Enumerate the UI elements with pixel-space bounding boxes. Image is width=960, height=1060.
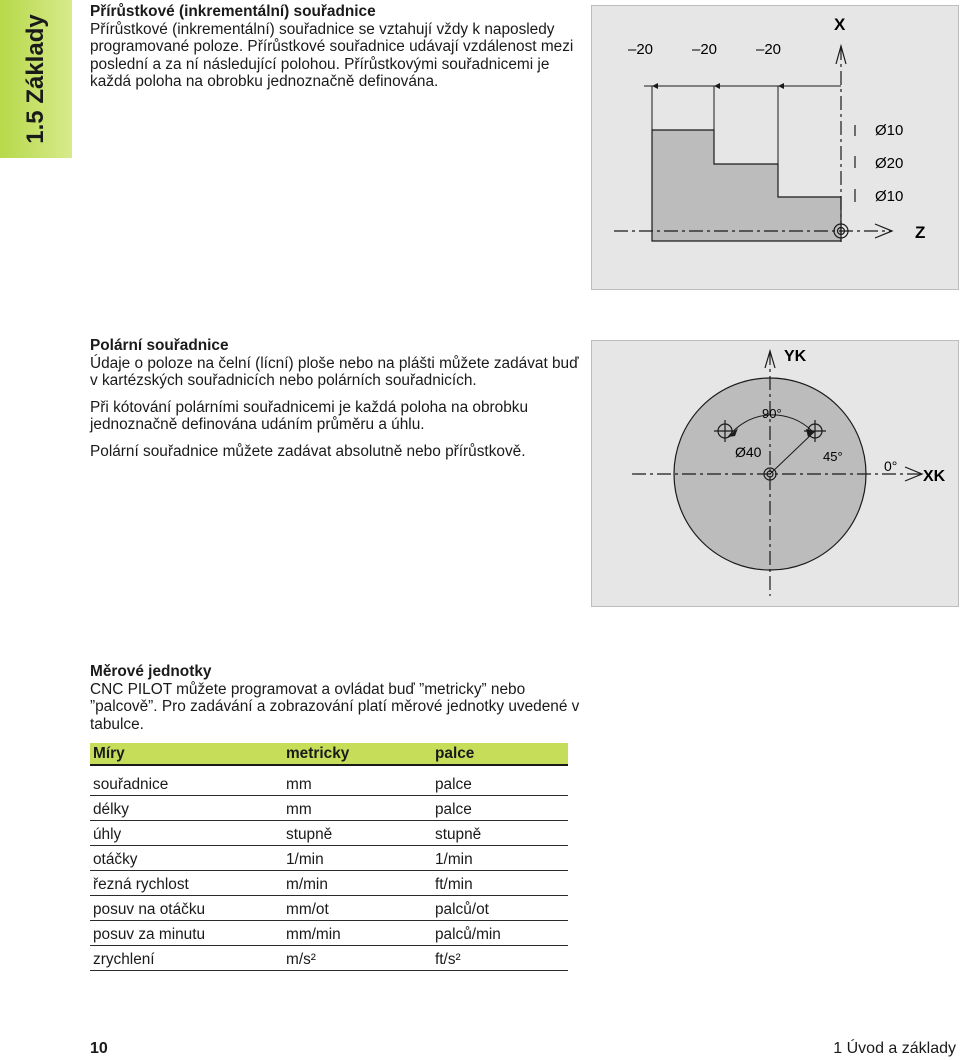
- table-row: [90, 796, 568, 821]
- table-cell: mm: [283, 765, 432, 796]
- table-cell: ft/min: [432, 871, 568, 896]
- table-cell: posuv za minutu: [90, 921, 283, 946]
- table-cell: stupně: [283, 821, 432, 846]
- table-row: [90, 921, 568, 946]
- units-table: [90, 743, 568, 971]
- incremental-body: Přírůstkové (inkrementální) souřadnice se vztahují vždy k naposledy programované poloze. Přírůstkové souřadnice udávají vzdálenost mezi poslední a za ní následující polohou. Přírůstkovými souřadnicemi je každá poloha na obrobku jednoznačně definována.: [90, 20, 574, 90]
- chapter-side-tab-label: 1.5 Základy: [22, 14, 49, 144]
- table-row: [90, 846, 568, 871]
- dim-label-2: –20: [692, 41, 718, 58]
- table-cell: palců/ot: [432, 896, 568, 921]
- diameter-label: Ø40: [735, 444, 762, 460]
- incremental-heading: Přírůstkové (inkrementální) souřadnice: [90, 3, 376, 20]
- workpiece-profile: [652, 130, 841, 241]
- table-cell: palce: [432, 765, 568, 796]
- incremental-coordinates-figure: [591, 5, 959, 290]
- table-cell: m/min: [283, 871, 432, 896]
- x-axis-label: X: [834, 15, 846, 34]
- table-cell: řezná rychlost: [90, 871, 283, 896]
- z-axis-label: Z: [915, 223, 926, 242]
- units-section: [90, 663, 580, 733]
- incremental-section: [90, 3, 580, 91]
- polar-paragraph-2: Při kótování polárními souřadnicemi je každá poloha na obrobku jednoznačně definována udáním průměru a úhlu.: [90, 398, 529, 433]
- polar-section: [90, 337, 580, 460]
- units-heading: Měrové jednotky: [90, 663, 212, 680]
- chapter-title: 1 Úvod a základy: [833, 1040, 956, 1057]
- units-body: CNC PILOT můžete programovat a ovládat buď ”metricky” nebo ”palcově”. Pro zadávání a zobrazování platí měrové jednotky uvedené v tabulce.: [90, 680, 580, 733]
- table-cell: zrychlení: [90, 946, 283, 971]
- table-cell: posuv na otáčku: [90, 896, 283, 921]
- angle-90-label: 90°: [762, 406, 782, 421]
- table-cell: otáčky: [90, 846, 283, 871]
- xk-axis-label: XK: [923, 468, 946, 485]
- table-row: [90, 765, 568, 796]
- page-number: 10: [90, 1040, 108, 1057]
- diameter-label-3: Ø10: [875, 188, 904, 205]
- chapter-side-tab: [0, 0, 72, 158]
- table-row: [90, 821, 568, 846]
- angle-45-label: 45°: [823, 449, 843, 464]
- table-cell: délky: [90, 796, 283, 821]
- table-cell: mm/ot: [283, 896, 432, 921]
- diameter-label-1: Ø10: [875, 122, 904, 139]
- diameter-label-2: Ø20: [875, 155, 904, 172]
- table-cell: ft/s²: [432, 946, 568, 971]
- table-row: [90, 871, 568, 896]
- column-header: Míry: [90, 743, 283, 765]
- table-cell: 1/min: [432, 846, 568, 871]
- dim-label-1: –20: [628, 41, 654, 58]
- table-cell: mm: [283, 796, 432, 821]
- table-row: [90, 896, 568, 921]
- table-cell: souřadnice: [90, 765, 283, 796]
- yk-axis-label: YK: [784, 348, 807, 365]
- table-cell: 1/min: [283, 846, 432, 871]
- polar-heading: Polární souřadnice: [90, 337, 229, 354]
- angle-0-label: 0°: [884, 458, 898, 474]
- table-header-row: [90, 743, 568, 765]
- column-header: metricky: [283, 743, 432, 765]
- column-header: palce: [432, 743, 568, 765]
- dim-label-3: –20: [756, 41, 782, 58]
- table-cell: palců/min: [432, 921, 568, 946]
- table-cell: mm/min: [283, 921, 432, 946]
- table-cell: úhly: [90, 821, 283, 846]
- table-cell: stupně: [432, 821, 568, 846]
- table-row: [90, 946, 568, 971]
- polar-paragraph-1: Údaje o poloze na čelní (lícní) ploše nebo na plášti můžete zadávat buď v kartézských souřadnicích nebo polárních souřadnicích.: [90, 354, 579, 389]
- polar-coordinates-figure: [591, 340, 959, 607]
- table-cell: palce: [432, 796, 568, 821]
- polar-paragraph-3: Polární souřadnice můžete zadávat absolutně nebo přírůstkově.: [90, 442, 526, 460]
- table-cell: m/s²: [283, 946, 432, 971]
